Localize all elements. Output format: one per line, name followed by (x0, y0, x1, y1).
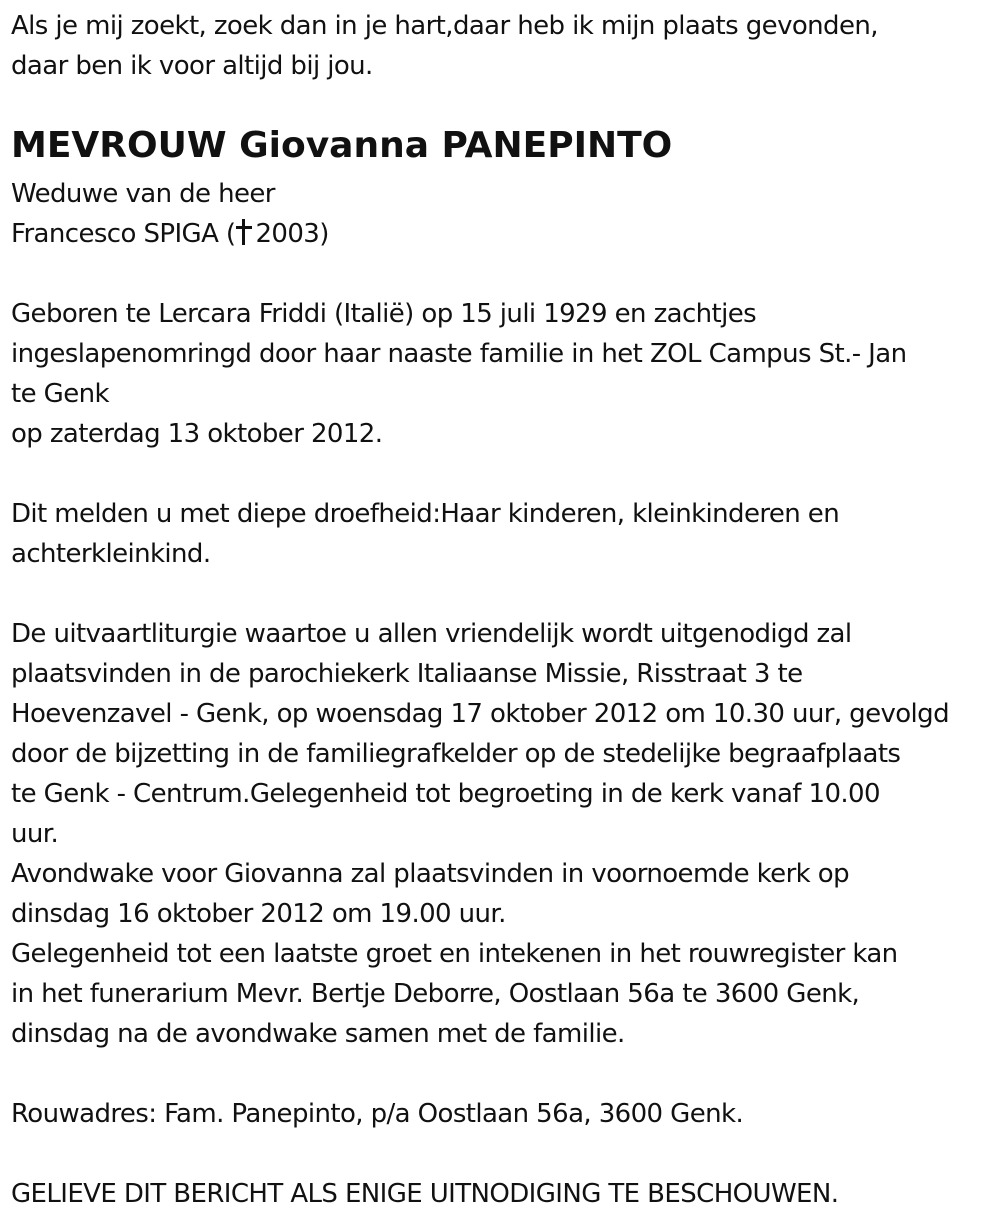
details-line: Gelegenheid tot een laatste groet en intekenen in het rouwregister kan (11, 939, 898, 969)
details-line: Avondwake voor Giovanna zal plaatsvinden in voornoemde kerk op (11, 859, 849, 889)
birth-line: ingeslapenomringd door haar naaste familie in het ZOL Campus St.- Jan (11, 339, 907, 369)
birth-line: op zaterdag 13 oktober 2012. (11, 419, 383, 449)
mourning-address: Rouwadres: Fam. Panepinto, p/a Oostlaan 56a, 3600 Genk. (11, 1099, 744, 1129)
widow-section (11, 174, 986, 254)
funeral-details-section (11, 614, 986, 1054)
birth-line: te Genk (11, 379, 109, 409)
closing-notice: GELIEVE DIT BERICHT ALS ENIGE UITNODIGING TE BESCHOUWEN. (11, 1179, 839, 1209)
details-line: De uitvaartliturgie waartoe u allen vriendelijk wordt uitgenodigd zal (11, 619, 852, 649)
spacer (11, 574, 986, 614)
spacer (11, 1134, 986, 1174)
details-line: Hoevenzavel - Genk, op woensdag 17 oktober 2012 om 10.30 uur, gevolgd (11, 699, 949, 729)
intro-line: Als je mij zoekt, zoek dan in je hart,daar heb ik mijn plaats gevonden, (11, 11, 878, 41)
intro-line: daar ben ik voor altijd bij jou. (11, 51, 373, 81)
husband-line (11, 214, 986, 254)
husband-death-year: 2003) (255, 219, 329, 249)
cross-icon (236, 219, 252, 245)
spacer (11, 254, 986, 294)
announcement-section (11, 494, 986, 574)
birth-line: Geboren te Lercara Friddi (Italië) op 15 juli 1929 en zachtjes (11, 299, 757, 329)
husband-name: Francesco SPIGA ( (11, 219, 236, 249)
details-line: uur. (11, 819, 59, 849)
details-line: dinsdag 16 oktober 2012 om 19.00 uur. (11, 899, 506, 929)
announcement-line: Dit melden u met diepe droefheid:Haar kinderen, kleinkinderen en (11, 499, 840, 529)
spacer (11, 1054, 986, 1094)
intro-poem (11, 6, 986, 86)
details-line: plaatsvinden in de parochiekerk Italiaanse Missie, Risstraat 3 te (11, 659, 803, 689)
widow-line: Weduwe van de heer (11, 179, 275, 209)
details-line: dinsdag na de avondwake samen met de familie. (11, 1019, 625, 1049)
details-line: te Genk - Centrum.Gelegenheid tot begroeting in de kerk vanaf 10.00 (11, 779, 880, 809)
spacer (11, 454, 986, 494)
announcement-line: achterkleinkind. (11, 539, 211, 569)
details-line: in het funerarium Mevr. Bertje Deborre, Oostlaan 56a te 3600 Genk, (11, 979, 860, 1009)
obituary-document (11, 6, 986, 1214)
deceased-name-title: MEVROUW Giovanna PANEPINTO (11, 125, 673, 166)
birth-section (11, 294, 986, 454)
details-line: door de bijzetting in de familiegrafkelder op de stedelijke begraafplaats (11, 739, 901, 769)
